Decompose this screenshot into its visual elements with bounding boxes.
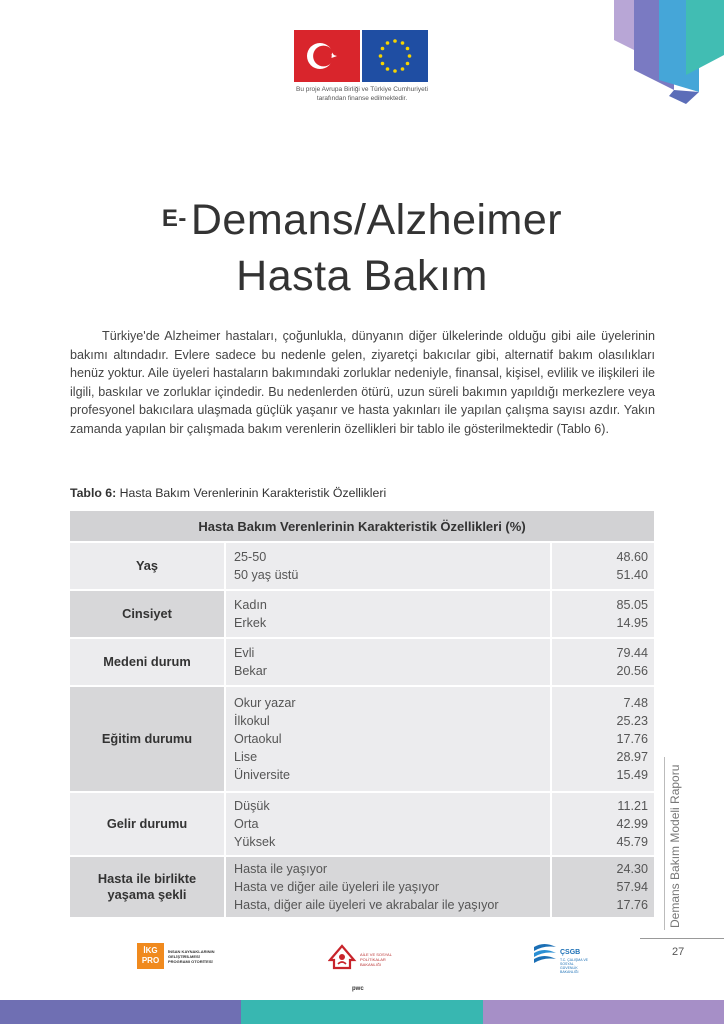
csgb-logo-subtext: T.C. ÇALIŞMA VE SOSYAL GÜVENLİK BAKANLIĞI xyxy=(560,958,589,974)
table-caption-text: Hasta Bakım Verenlerinin Karakteristik Özellikleri xyxy=(119,486,387,500)
turkey-flag-icon xyxy=(294,30,360,82)
row-items xyxy=(226,687,550,791)
row-value: 24.30 xyxy=(616,862,648,876)
row-value: 48.60 xyxy=(616,550,648,564)
row-item: Evli xyxy=(234,646,255,660)
row-value: 25.23 xyxy=(616,714,648,728)
row-value: 17.76 xyxy=(616,898,648,912)
row-item: Ortaokul xyxy=(234,732,282,746)
page-number-divider xyxy=(640,938,724,939)
row-item: Orta xyxy=(234,817,259,831)
body-paragraph: Türkiye'de Alzheimer hastaları, çoğunlukla, dünyanın diğer ülkelerinde olduğu gibi aile üyelerinin bakımı altındadır. Evlere sadece bu nedenle gelen, ziyaretçi bakıcılar gibi, alternatif bakım olasılıkları henüz yoktur. Aile üyeleri hastaların bakımındaki zorluklar nedeniyle, finansal, kişisel, evlilik ve ilişkileri ile ilgili, baskılar ve zorluklar içindedir. Bu nedenlerden ötürü, uzun süreli bakımın yapıldığı merkezlere veya profesyonel bakıcılara ulaşmada güçlük yaşanır ve hasta yakınları ile yapılan çalışma sayısı azdır. Yakın zamanda yapılan bir çalışmada bakım verenlerin özellikleri bir tablo ile gösterilmektedir (Tablo 6). xyxy=(70,329,655,436)
row-value: 42.99 xyxy=(616,817,648,831)
row-value: 85.05 xyxy=(616,598,648,612)
row-item: Lise xyxy=(234,750,258,764)
table-row xyxy=(70,591,654,637)
ikg-pro-logo-text: İNSAN KAYNAKLARININ GELİŞTİRİLMESİ PROGRAMI OTORİTESİ xyxy=(168,949,215,964)
row-value: 57.94 xyxy=(616,880,648,894)
row-item: Bekar xyxy=(234,664,267,678)
row-value: 11.21 xyxy=(617,799,648,813)
row-values xyxy=(552,793,654,855)
side-divider xyxy=(664,757,665,930)
ikg-pro-logo: İKG PRO xyxy=(137,943,164,969)
footer-band-teal xyxy=(241,1000,483,1024)
row-value: 51.40 xyxy=(616,568,648,582)
row-value: 45.79 xyxy=(616,835,648,849)
caregiver-characteristics-table xyxy=(70,511,654,917)
row-value: 7.48 xyxy=(623,696,648,710)
footer-band-purple xyxy=(0,1000,241,1024)
row-value: 15.49 xyxy=(616,768,648,782)
pwc-logo: pwc xyxy=(352,986,364,992)
table-row xyxy=(70,857,654,917)
row-item: 25-50 xyxy=(234,550,267,564)
table-row xyxy=(70,543,654,589)
table-row xyxy=(70,639,654,685)
page-title-line1 xyxy=(0,196,724,245)
row-item: 50 yaş üstü xyxy=(234,568,299,582)
section-prefix: E- xyxy=(161,205,187,232)
page-number: 27 xyxy=(672,946,685,958)
table-row xyxy=(70,793,654,855)
ministry-family-logo-text: AİLE VE SOSYAL POLİTİKALAR BAKANLIĞI xyxy=(360,952,392,967)
row-items xyxy=(226,857,550,917)
csgb-logo-icon xyxy=(530,941,560,963)
funding-caption-line2: tarafından finanse edilmektedir. xyxy=(316,95,408,102)
row-items xyxy=(226,639,550,685)
row-value: 14.95 xyxy=(616,616,648,630)
row-item: Kadın xyxy=(234,598,267,612)
title-text-1: Demans/Alzheimer xyxy=(190,196,563,244)
row-item: Hasta, diğer aile üyeleri ve akrabalar ile yaşıyor xyxy=(234,898,499,912)
row-item: Erkek xyxy=(234,616,267,630)
row-items xyxy=(226,793,550,855)
footer-band-lavender xyxy=(483,1000,724,1024)
row-item: Üniversite xyxy=(234,768,290,782)
row-item: Okur yazar xyxy=(234,696,296,710)
page-title-line2: Hasta Bakım xyxy=(236,252,488,300)
row-item: Hasta ile yaşıyor xyxy=(234,862,328,876)
funding-caption-line1: Bu proje Avrupa Birliği ve Türkiye Cumhuriyeti xyxy=(296,86,428,93)
row-items xyxy=(226,591,550,637)
row-category: Eğitim durumu xyxy=(70,687,224,791)
side-running-title: Demans Bakım Modeli Raporu xyxy=(668,764,682,928)
table-caption xyxy=(70,486,386,500)
row-value: 20.56 xyxy=(616,664,648,678)
row-values xyxy=(552,591,654,637)
row-item: İlkokul xyxy=(234,714,270,728)
row-value: 79.44 xyxy=(616,646,648,660)
row-category: Gelir durumu xyxy=(70,793,224,855)
row-item: Düşük xyxy=(234,799,270,813)
csgb-logo-text: ÇSGB xyxy=(560,949,581,956)
row-category: Cinsiyet xyxy=(70,591,224,637)
row-category: Yaş xyxy=(70,543,224,589)
row-values xyxy=(552,639,654,685)
row-values xyxy=(552,543,654,589)
eu-turkey-flags-logo xyxy=(294,30,430,82)
eu-flag-icon xyxy=(362,30,428,82)
row-value: 28.97 xyxy=(616,750,648,764)
row-value: 17.76 xyxy=(616,732,648,746)
row-items xyxy=(226,543,550,589)
table-caption-label: Tablo 6: xyxy=(70,486,117,500)
row-item: Yüksek xyxy=(234,835,276,849)
row-category: Hasta ile birlikte yaşama şekli xyxy=(70,857,224,917)
corner-decoration-icon xyxy=(614,0,724,105)
row-values xyxy=(552,857,654,917)
row-values xyxy=(552,687,654,791)
row-category: Medeni durum xyxy=(70,639,224,685)
table-row xyxy=(70,687,654,791)
row-item: Hasta ve diğer aile üyeleri ile yaşıyor xyxy=(234,880,440,894)
table-header: Hasta Bakım Verenlerinin Karakteristik Özellikleri (%) xyxy=(70,511,654,541)
